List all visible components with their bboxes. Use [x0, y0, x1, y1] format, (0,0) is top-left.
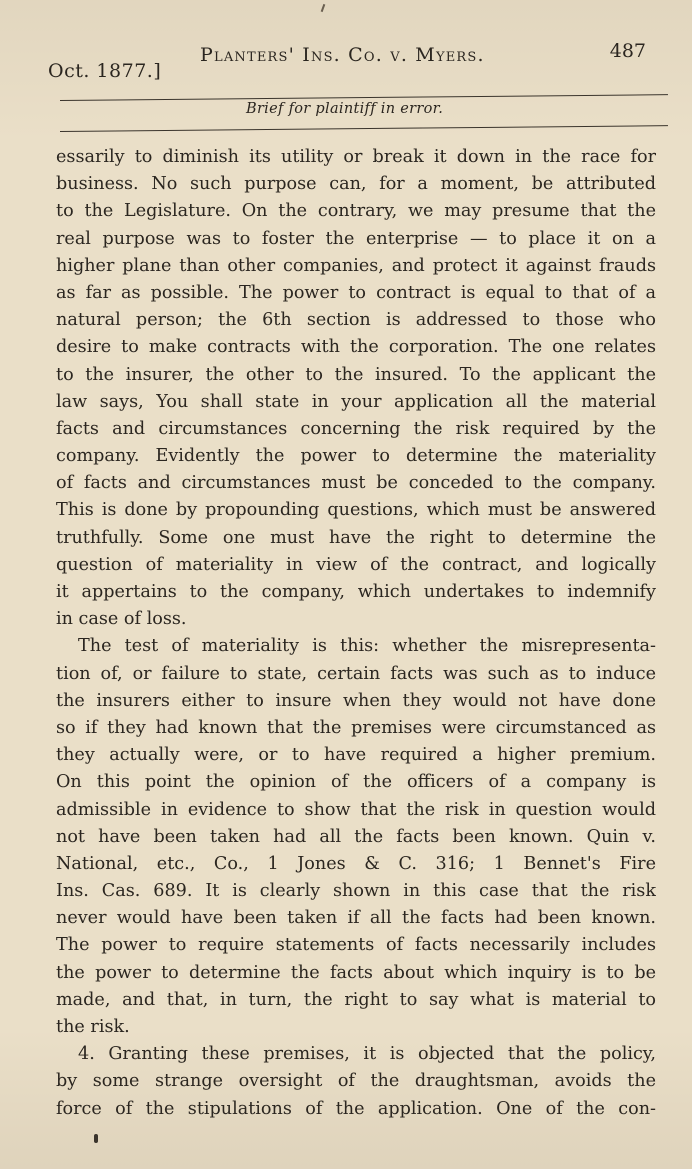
text-line: law says, You shall state in your application all the material — [56, 391, 656, 412]
text-line: the power to determine the facts about which inquiry is to be — [56, 962, 656, 983]
text-line: so if they had known that the premises were circumstanced as — [56, 717, 656, 738]
text-line: Ins. Cas. 689. It is clearly shown in this case that the risk — [56, 881, 656, 902]
text-line: by some strange oversight of the draughtsman, avoids the — [56, 1071, 656, 1092]
text-line: of facts and circumstances must be conceded to the company. — [56, 473, 656, 494]
text-line: question of materiality in view of the contract, and logically — [56, 554, 656, 575]
text-line: This is done by propounding questions, which must be answered — [56, 500, 656, 521]
text-line: the insurers either to insure when they would not have done — [56, 690, 656, 711]
text-line: the risk. — [56, 1017, 130, 1037]
text-line: natural person; the 6th section is addressed to those who — [56, 310, 656, 331]
text-line: facts and circumstances concerning the risk required by the — [56, 418, 656, 439]
text-line: admissible in evidence to show that the risk in question would — [56, 799, 656, 820]
text-line: never would have been taken if all the facts had been known. — [56, 908, 656, 929]
page-number: 487 — [609, 40, 646, 62]
text-line: it appertains to the company, which undertakes to indemnify — [56, 582, 656, 602]
text-line: essarily to diminish its utility or break it down in the race for — [56, 147, 656, 167]
paper-fleck — [321, 4, 326, 12]
text-line: in case of loss. — [56, 609, 187, 630]
header-case-title: Planters' Ins. Co. v. Myers. — [200, 44, 485, 66]
text-line: company. Evidently the power to determine the materiality — [56, 446, 656, 467]
text-line: to the Legislature. On the contrary, we may presume that the — [56, 201, 656, 222]
text-line: higher plane than other companies, and protect it against frauds — [56, 255, 656, 276]
ink-mark — [94, 1134, 98, 1143]
text-line: National, etc., Co., 1 Jones & C. 316; 1 Bennet's Fire — [56, 853, 656, 874]
text-line: they actually were, or to have required a higher premium. — [56, 745, 656, 766]
text-line: as far as possible. The power to contract is equal to that of a — [56, 282, 656, 303]
text-line: desire to make contracts with the corporation. The one relates — [56, 337, 656, 358]
text-line: business. No such purpose can, for a moment, be attributed — [56, 174, 656, 195]
paragraph-start-line: The test of materiality is this: whether the misrepresenta- — [78, 636, 656, 657]
body-text — [56, 144, 656, 1123]
text-line: to the insurer, the other to the insured. To the applicant the — [56, 364, 656, 385]
running-header — [48, 38, 650, 82]
text-line: real purpose was to foster the enterprise — to place it on a — [56, 228, 656, 249]
header-date: Oct. 1877.] — [48, 60, 162, 82]
text-line: tion of, or failure to state, certain facts was such as to induce — [56, 663, 656, 684]
header-rule-top — [60, 94, 668, 101]
text-line: truthfully. Some one must have the right to determine the — [56, 527, 656, 548]
header-rule-bottom — [60, 125, 668, 132]
text-line: On this point the opinion of the officers of a company is — [56, 772, 656, 793]
text-line: not have been taken had all the facts been known. Quin v. — [56, 826, 656, 847]
text-line: force of the stipulations of the application. One of the con- — [56, 1098, 656, 1119]
text-line: made, and that, in turn, the right to say what is material to — [56, 989, 656, 1010]
paragraph-start-line: 4. Granting these premises, it is objected that the policy, — [78, 1044, 656, 1065]
brief-subheading: Brief for plaintiff in error. — [246, 101, 444, 117]
text-line: The power to require statements of facts necessarily includes — [56, 935, 656, 956]
